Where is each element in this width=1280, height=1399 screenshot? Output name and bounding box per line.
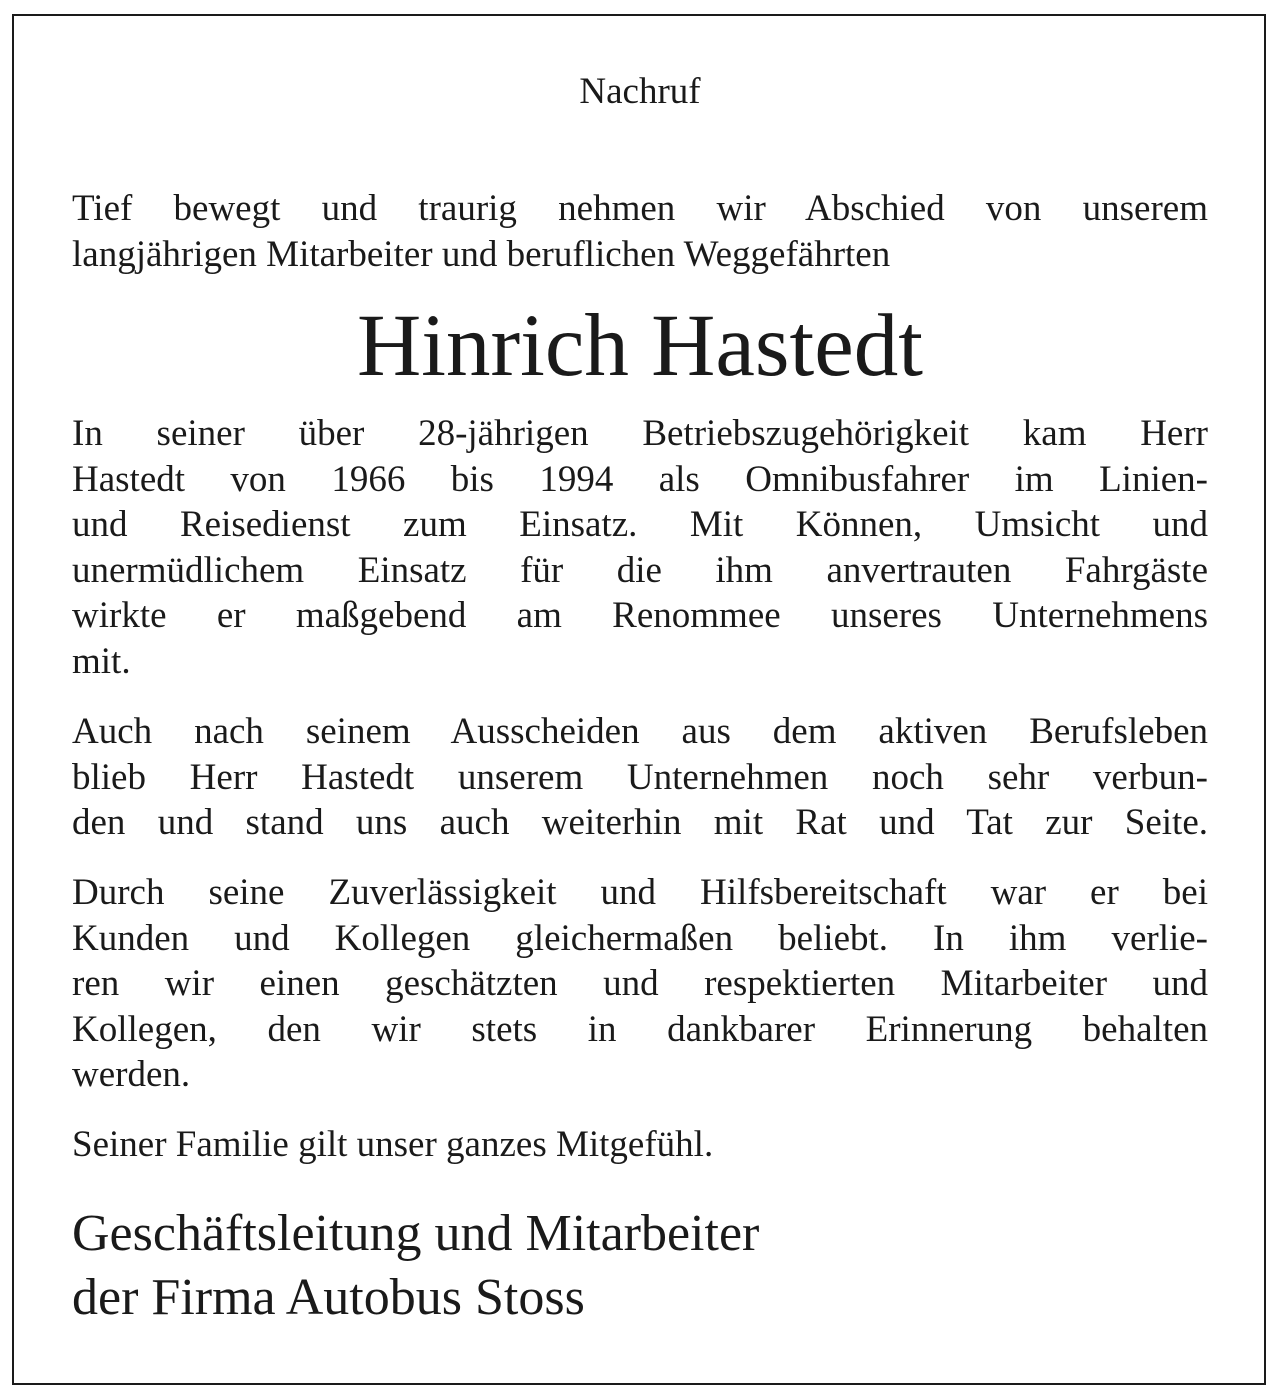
- obituary-heading: Nachruf: [579, 71, 701, 112]
- intro-line: Tief bewegt und traurig nehmen wir Abschied von unserem: [72, 188, 1208, 229]
- text-line: In seiner über 28-jährigen Betriebszugehörigkeit kam Herr: [72, 413, 1208, 454]
- text-line: den und stand uns auch weiterhin mit Rat und Tat zur Seite.: [72, 802, 1208, 843]
- text-line: unermüdlichem Einsatz für die ihm anvertrauten Fahrgäste: [72, 549, 1208, 591]
- text-line: wirkte er maßgebend am Renommee unseres Unternehmens: [72, 595, 1208, 636]
- obituary-frame: [12, 14, 1266, 1385]
- intro-paragraph: [72, 186, 1208, 277]
- text-line: Kunden und Kollegen gleichermaßen beliebt. In ihm verlie-: [72, 917, 1208, 959]
- text-line: und Reisedienst zum Einsatz. Mit Können, Umsicht und: [72, 504, 1208, 545]
- career-paragraph: [72, 411, 1208, 684]
- signature-line: Geschäftsleitung und Mitarbeiter: [72, 1205, 760, 1262]
- text-line: werden.: [72, 1054, 191, 1095]
- text-line: mit.: [72, 640, 131, 682]
- condolence-paragraph: [72, 1122, 1208, 1168]
- intro-line: langjährigen Mitarbeiter und beruflichen Weggefährten: [72, 233, 891, 275]
- deceased-name: Hinrich Hastedt: [357, 297, 923, 395]
- signature-line: der Firma Autobus Stoss: [72, 1269, 585, 1326]
- retirement-paragraph: [72, 709, 1208, 846]
- text-line: ren wir einen geschätzten und respektierten Mitarbeiter und: [72, 963, 1208, 1004]
- text-line: Kollegen, den wir stets in dankbarer Erinnerung behalten: [72, 1008, 1208, 1050]
- signature-block: [72, 1202, 1208, 1330]
- text-line: Seiner Familie gilt unser ganzes Mitgefühl.: [72, 1124, 714, 1165]
- text-line: blieb Herr Hastedt unserem Unternehmen noch sehr verbun-: [72, 756, 1208, 798]
- text-line: Hastedt von 1966 bis 1994 als Omnibusfahrer im Linien-: [72, 458, 1208, 500]
- text-line: Durch seine Zuverlässigkeit und Hilfsbereitschaft war er bei: [72, 872, 1208, 913]
- text-line: Auch nach seinem Ausscheiden aus dem aktiven Berufsleben: [72, 711, 1208, 752]
- character-paragraph: [72, 870, 1208, 1098]
